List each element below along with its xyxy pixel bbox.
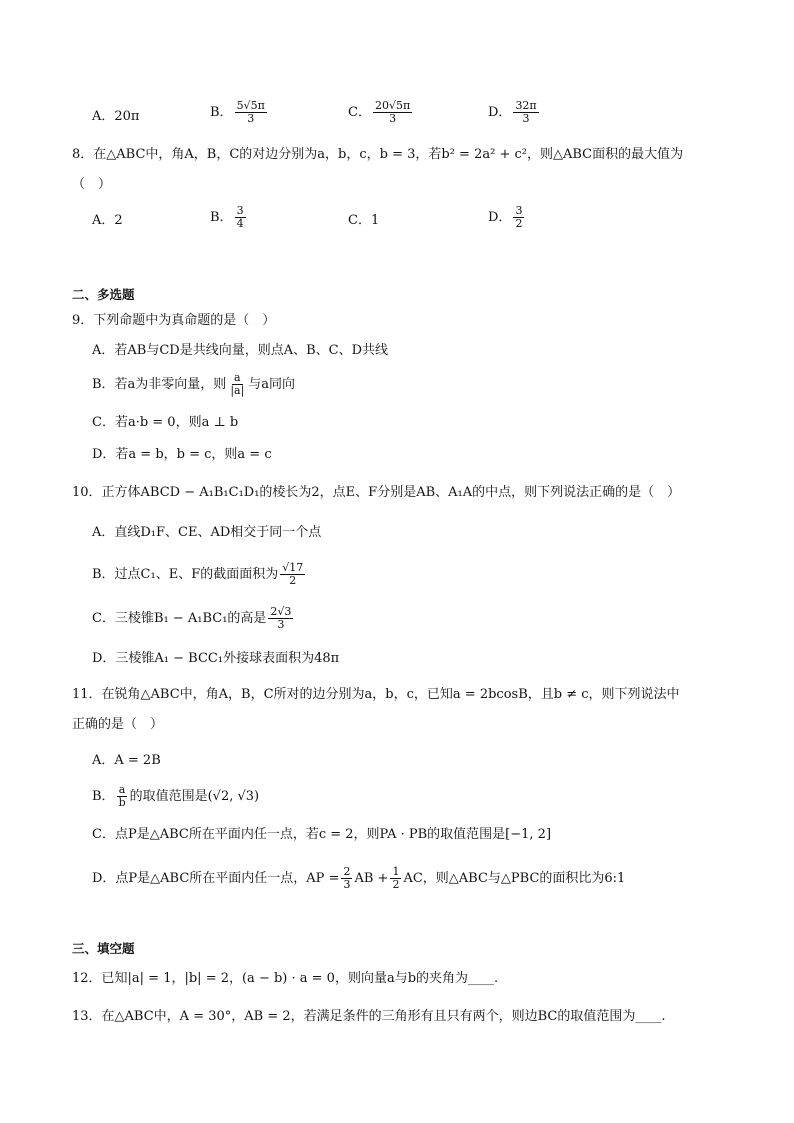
option-label: B． xyxy=(210,210,233,225)
q9-option-d: D．若a = b，b = c，则a = c xyxy=(92,447,272,462)
q10-option-b: B．过点C₁、E、F的截面面积为 $\frac{√17}{2}$ xyxy=(92,561,304,587)
fraction: $\frac{5√5\pi}{3}$ xyxy=(236,99,265,125)
q11-option-d: D．点P是△ABC所在平面内任一点，AP = $\frac{2}{3}$ AB + $\frac{1}{2}$ AC，则△ABC与△PBC的面积比为6:1 xyxy=(92,865,626,891)
q9-option-b: B．若a为非零向量，则 $\frac{a}{|a|}$ 与a同向 xyxy=(92,371,296,397)
q11-option-b: B． $\frac{a}{b}$ 的取值范围是(√2, √3) xyxy=(92,783,260,809)
fraction: $\frac{√17}{2}$ xyxy=(282,561,304,587)
q10-option-c: C．三棱锥B₁ − A₁BC₁的高是 $\frac{2√3}{3}$ xyxy=(92,605,292,631)
fraction: $\frac{2√3}{3}$ xyxy=(270,605,292,631)
q8-stem-line2: （ ） xyxy=(72,177,112,192)
q10-option-d: D．三棱锥A₁ − BCC₁外接球表面积为48π xyxy=(92,651,340,666)
q7-option-c xyxy=(348,100,414,125)
q11-option-a: A．A = 2B xyxy=(92,753,161,768)
q10-option-a: A．直线D₁F、CE、AD相交于同一个点 xyxy=(92,525,322,540)
option-label: B． xyxy=(210,105,233,120)
fraction: $\frac{2}{3}$ xyxy=(343,865,351,891)
option-label: C． xyxy=(348,213,371,228)
option-label: A． xyxy=(92,213,115,228)
q8-option-a xyxy=(92,212,123,230)
fraction: $\frac{32\pi}{3}$ xyxy=(515,99,537,125)
option-label: D． xyxy=(488,210,512,225)
option-value: 1 xyxy=(370,213,380,228)
q8-option-b xyxy=(210,205,248,230)
option-label: A． xyxy=(92,109,115,124)
option-value: 2 xyxy=(114,213,123,228)
q9-option-a: A．若AB与CD是共线向量，则点A、B、C、D共线 xyxy=(92,343,389,358)
fraction: $\frac{3}{4}$ xyxy=(236,204,244,230)
option-label: D． xyxy=(488,105,512,120)
fraction: $\frac{3}{2}$ xyxy=(515,204,523,230)
q7-option-a xyxy=(92,108,139,126)
q7-option-b xyxy=(210,100,269,125)
section-heading-fill-blank: 三、填空题 xyxy=(72,941,135,956)
fraction: $\frac{a}{b}$ xyxy=(118,783,126,809)
q13-text: 13．在△ABC中，A = 30°，AB = 2，若满足条件的三角形有且只有两个，则边BC的取值范围为____. xyxy=(72,1009,666,1024)
q8-stem-line1: 8．在△ABC中，角A，B，C的对边分别为a，b，c，b = 3，若b² = 2a² + c²，则△ABC面积的最大值为 xyxy=(72,147,684,162)
q11-stem-line1: 11．在锐角△ABC中，角A，B，C所对的边分别为a，b，c，已知a = 2bcosB，且b ≠ c，则下列说法中 xyxy=(72,687,680,702)
q7-option-d xyxy=(488,100,541,125)
q9-stem: 9．下列命题中为真命题的是（ ） xyxy=(72,313,276,328)
q11-stem-line2: 正确的是（ ） xyxy=(72,717,164,732)
fraction: $\frac{20√5\pi}{3}$ xyxy=(374,99,411,125)
fraction: $\frac{a}{|a|}$ xyxy=(230,371,245,397)
q8-option-c xyxy=(348,212,379,230)
section-heading-multiple-choice: 二、多选题 xyxy=(72,287,135,302)
q9-option-c: C．若a·b = 0，则a ⊥ b xyxy=(92,415,239,430)
option-value: 20π xyxy=(114,109,140,124)
q12-text: 12．已知|a| = 1，|b| = 2，(a − b) · a = 0，则向量a与b的夹角为____. xyxy=(72,971,499,986)
q10-stem: 10．正方体ABCD − A₁B₁C₁D₁的棱长为2，点E、F分别是AB、A₁A的中点，则下列说法正确的是（ ） xyxy=(72,485,681,500)
q11-option-c: C．点P是△ABC所在平面内任一点，若c = 2，则PA · PB的取值范围是[−1, 2] xyxy=(92,827,552,842)
fraction: $\frac{1}{2}$ xyxy=(392,865,400,891)
q8-option-d xyxy=(488,205,526,230)
option-label: C． xyxy=(348,105,371,120)
